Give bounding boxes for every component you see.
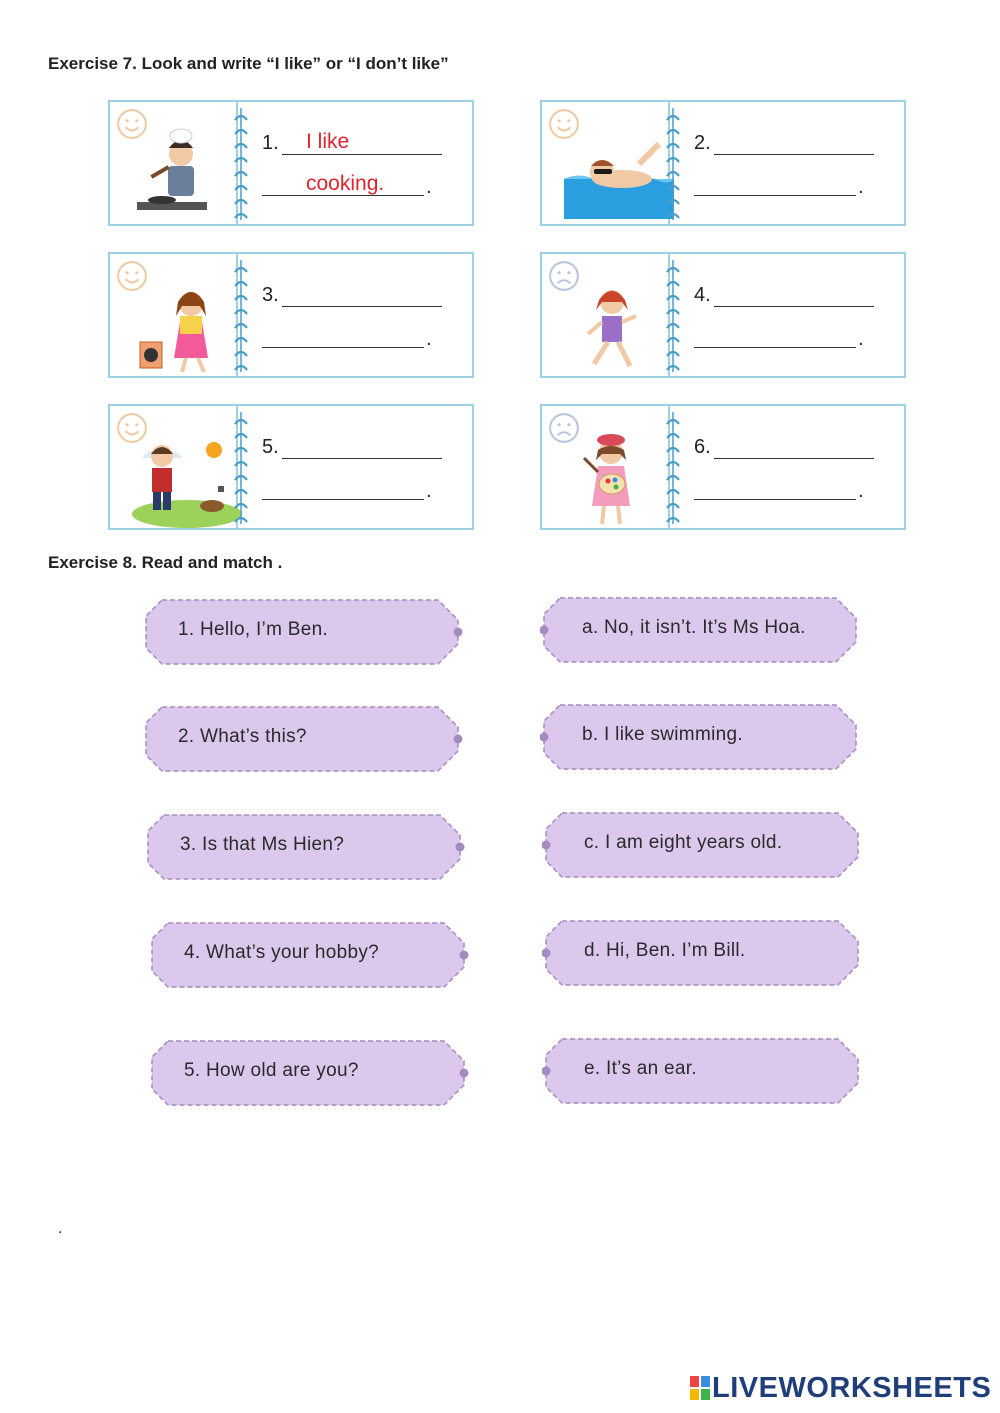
match-right-item-b[interactable]	[540, 702, 860, 772]
card-writing-area	[260, 406, 470, 528]
running-girl-icon	[564, 276, 654, 381]
match-right-item-a[interactable]	[540, 595, 860, 665]
painting-girl-icon	[564, 428, 654, 533]
answer-line-2[interactable]	[694, 195, 856, 196]
card-writing-area	[692, 102, 902, 224]
match-right-item-e[interactable]	[542, 1036, 862, 1106]
card-picture	[542, 102, 670, 224]
exercise-7-card-5	[108, 404, 474, 530]
card-picture	[110, 254, 238, 376]
item-number: 3.	[262, 284, 279, 306]
line-period: .	[858, 176, 864, 198]
exercise-7-card-4	[540, 252, 906, 378]
swimming-boy-icon	[564, 124, 674, 224]
singing-girl-icon	[132, 276, 232, 381]
answer-line-2[interactable]	[694, 347, 856, 348]
exercise-7-card-3	[108, 252, 474, 378]
match-left-item-4[interactable]	[148, 920, 468, 990]
cooking-boy-icon	[132, 124, 222, 224]
spiral-binding-icon	[664, 108, 682, 220]
match-right-text: d. Hi, Ben. I’m Bill.	[584, 940, 746, 961]
answer-line-1[interactable]	[282, 306, 442, 307]
match-right-item-c[interactable]	[542, 810, 862, 880]
logo-text: LIVEWORKSHEETS	[712, 1372, 992, 1404]
line-period: .	[858, 480, 864, 502]
match-left-item-1[interactable]	[142, 597, 462, 667]
exercise-7-title: Exercise 7. Look and write “I like” or “I don’t like”	[48, 54, 449, 73]
exercise-8-title: Exercise 8. Read and match .	[48, 553, 283, 572]
match-left-text: 2. What’s this?	[178, 726, 307, 747]
match-left-text: 4. What’s your hobby?	[184, 942, 380, 963]
logo-icon	[690, 1376, 710, 1400]
match-right-item-d[interactable]	[542, 918, 862, 988]
exercise-7-card-6	[540, 404, 906, 530]
answer-line-1[interactable]	[714, 458, 874, 459]
liveworksheets-logo	[690, 1372, 991, 1405]
item-number: 4.	[694, 284, 711, 306]
answer-text-1: I like	[306, 130, 350, 153]
item-number: 5.	[262, 436, 279, 458]
item-number: 6.	[694, 436, 711, 458]
match-right-text: c. I am eight years old.	[584, 832, 783, 853]
exercise-7-card-1	[108, 100, 474, 226]
item-number: 2.	[694, 132, 711, 154]
answer-line-1[interactable]	[714, 306, 874, 307]
match-right-text: e. It’s an ear.	[584, 1058, 697, 1079]
card-writing-area	[692, 254, 902, 376]
match-right-text: a. No, it isn’t. It’s Ms Hoa.	[582, 617, 806, 638]
card-picture	[542, 254, 670, 376]
answer-line-2[interactable]	[262, 499, 424, 500]
stray-dot: .	[58, 1220, 63, 1237]
line-period: .	[426, 176, 432, 198]
answer-line-1[interactable]	[282, 154, 442, 155]
spiral-binding-icon	[232, 108, 250, 220]
answer-line-2[interactable]	[694, 499, 856, 500]
match-left-text: 3. Is that Ms Hien?	[180, 834, 345, 855]
spiral-binding-icon	[232, 412, 250, 524]
card-picture	[110, 406, 238, 528]
line-period: .	[426, 480, 432, 502]
card-writing-area	[260, 102, 470, 224]
walking-boy-icon	[132, 428, 242, 533]
answer-line-1[interactable]	[282, 458, 442, 459]
spiral-binding-icon	[664, 412, 682, 524]
card-picture	[542, 406, 670, 528]
line-period: .	[426, 328, 432, 350]
exercise-7-card-2	[540, 100, 906, 226]
line-period: .	[858, 328, 864, 350]
answer-line-2[interactable]	[262, 347, 424, 348]
spiral-binding-icon	[232, 260, 250, 372]
match-left-text: 1. Hello, I’m Ben.	[178, 619, 329, 640]
match-right-text: b. I like swimming.	[582, 724, 743, 745]
card-picture	[110, 102, 238, 224]
match-left-item-2[interactable]	[142, 704, 462, 774]
answer-text-2: cooking.	[306, 172, 385, 195]
card-writing-area	[260, 254, 470, 376]
match-left-item-5[interactable]	[148, 1038, 468, 1108]
match-left-text: 5. How old are you?	[184, 1060, 359, 1081]
card-writing-area	[692, 406, 902, 528]
answer-line-1[interactable]	[714, 154, 874, 155]
item-number: 1.	[262, 132, 279, 154]
spiral-binding-icon	[664, 260, 682, 372]
match-left-item-3[interactable]	[144, 812, 464, 882]
